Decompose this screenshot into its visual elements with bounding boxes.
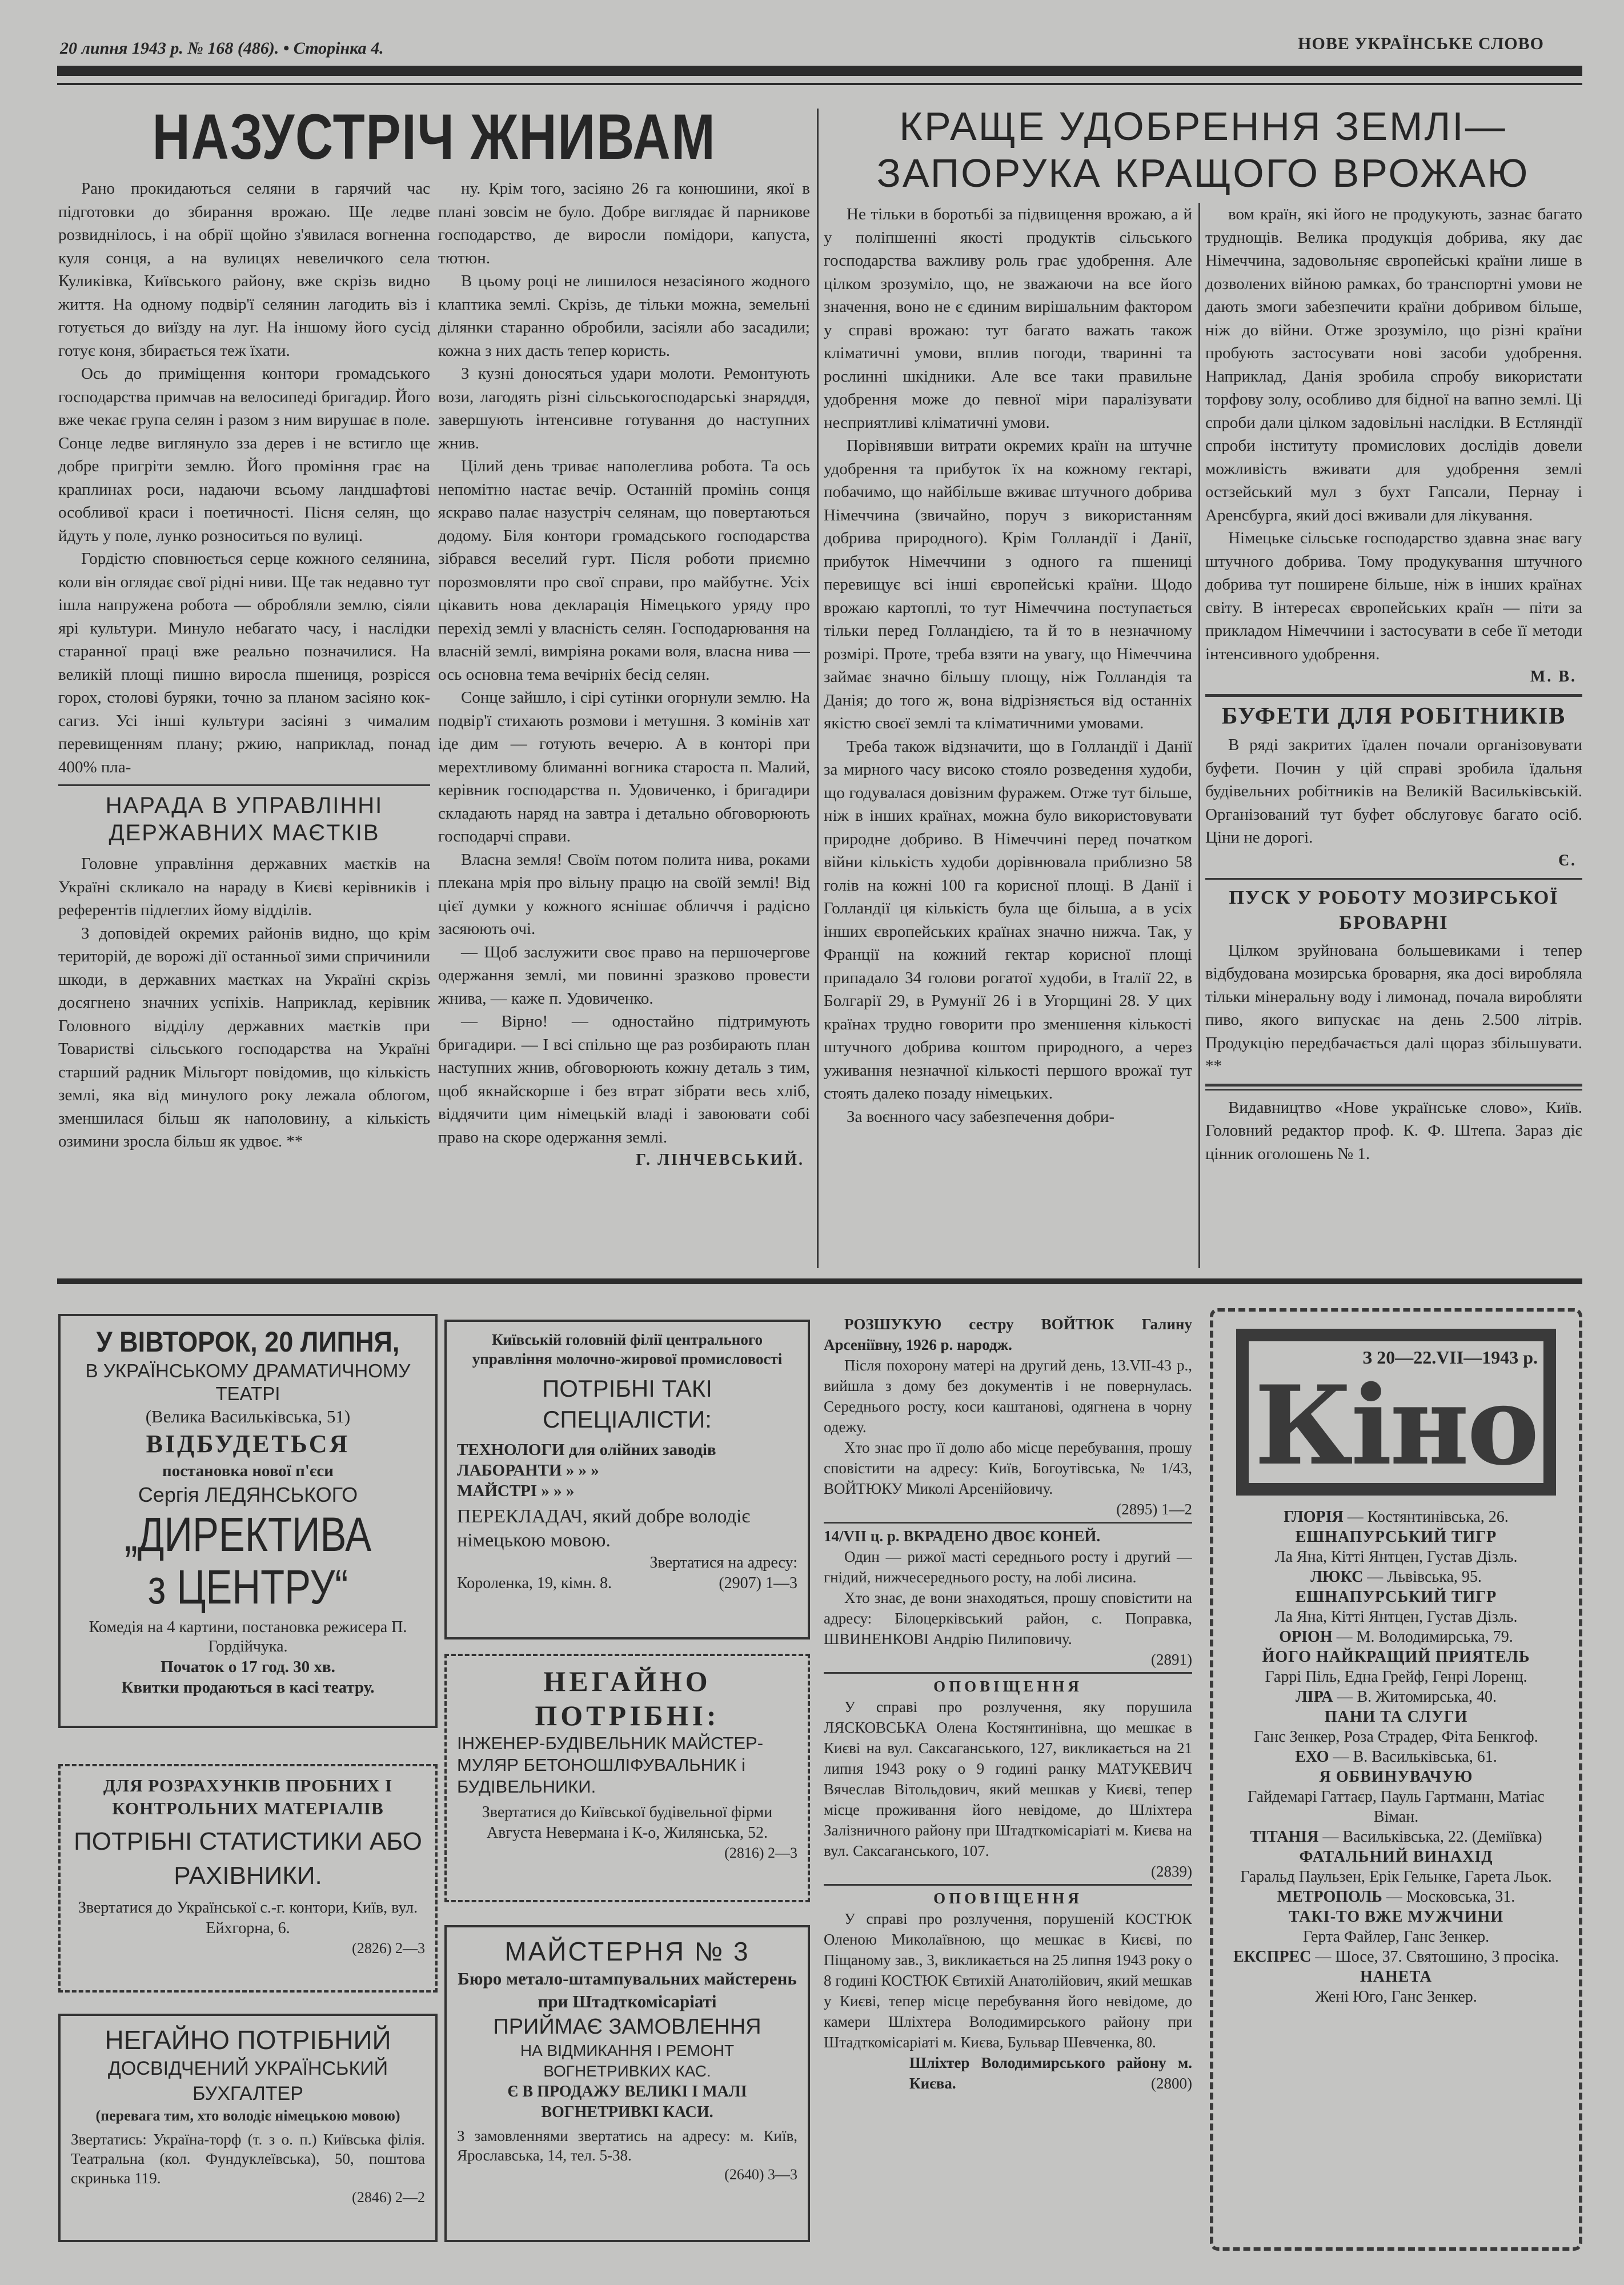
- ad-line: (Велика Васильківська, 51): [145, 1406, 351, 1426]
- ad-line: ТЕХНОЛОГИ для олійних заводів: [457, 1441, 716, 1459]
- paragraph: Рано прокидаються селяни в гарячий час підготовки до збирання врожаю. Ще ледве розвиднілось, і на обрії щойно з'явилася вогненна куля сонця, а на вулицях невеличкого села Куликівка, Київського району, вже скрізь видно життя. На одному подвір'ї селянин лагодить віз і готується до виїзду на луг. На іншому його сусід готує коня, збирається теж їхати.: [58, 179, 430, 360]
- ad-line: ІНЖЕНЕР-БУДІВЕЛЬНИК МАЙСТЕР-МУЛЯР БЕТОНОШЛІФУВАЛЬНИК і БУДІВЕЛЬНИКИ.: [457, 1733, 764, 1797]
- notice-heading: 14/VII ц. р. ВКРАДЕНО ДВОЄ КОНЕЙ.: [824, 1528, 1101, 1545]
- cinema-address: — Костянтинівська, 26.: [1347, 1508, 1509, 1526]
- paragraph: Цілий день триває наполеглива робота. Та ось непомітно настає вечір. Останній промінь сонця яскраво палає назустріч селянам, що повертаються додому. Біля контори громадського господарства зібрався веселий гурт. Після роботи приємно порозмовляти про свої справи, про майбутнє. Усіх цікавить нова декларація Німецького уряду про перехід землі у власність селян. Господарювання на власній землі, вимріяна роками воля, власна нива — ось основна тема вечірніх бесід селян.: [438, 457, 810, 684]
- signature: Г. ЛІНЧЕВСЬКИЙ.: [636, 1151, 804, 1169]
- ad-line: Звертатися до Української с.-г. контори, Київ, вул. Ейхгорна, 6.: [78, 1899, 418, 1937]
- cinema-address: — Львівська, 95.: [1367, 1568, 1482, 1586]
- notice-heading: ОПОВІЩЕННЯ: [933, 1678, 1082, 1695]
- play-title: „ДИРЕКТИВА: [124, 1508, 372, 1561]
- paragraph: Хто знає, де вони знаходяться, прошу сповістити на адресу: Білоцерківський район, с. Поправка, ШВИНЕНКОВІ Андрію Пилиповичу.: [824, 1589, 1192, 1647]
- paragraph: Гордістю сповнюється серце кожного селянина, коли він оглядає свої рідні ниви. Ще так недавно тут ішла напружена робота — обробляли землю, сіяли ярі культури. Минуло небагато часу, і наслідки старанної праці вже реально позначилися. На великій площі пишно виросла пшениця, розрісся горох, столові буряки, точно за планом засіяно кок-сагиз. Усі інші культури засіяні з чималим перевищенням плану; ржию, наприклад, понад 400% пла-: [58, 550, 430, 776]
- cinema-entry: [1227, 1627, 1565, 1687]
- ad-heading: ПОТРІБНІ СТАТИСТИКИ АБО РАХІВНИКИ.: [74, 1827, 422, 1890]
- ad-heading: НЕГАЙНО ПОТРІБНИЙ: [105, 2025, 391, 2055]
- paragraph: Треба також відзначити, що в Голландії і Данії за мирного часу високо стояло розведення худоби, що годувалася довізним фуражем. Отже тут більше, ніж в інших країнах, можна було використовувати природне добриво. В Німеччині перед початком війни кількість худоби дорівнювала приблизно 58 голів на кожні 100 га корисної площі. В Данії і Голландії ця кількість була ще більша, а в усіх інших європейських країнах значно нижча. Так, у Франції на кожний гектар корисної площі припадало 34 голови рогатої худоби, в Італії 22, в Болгарії 29, в Румунії 26 і в Угорщині 28. У цих країнах трудно говорити про зменшення кількості штучного добрива коштом природного, а через уживання незначної кількості першого врожаї тут стоять далеко позаду німецьких.: [824, 737, 1192, 1103]
- article-column: [438, 177, 810, 1268]
- ad-line: Сергія ЛЕДЯНСЬКОГО: [138, 1483, 358, 1506]
- film-cast: Жені Юго, Ганс Зенкер.: [1315, 1988, 1477, 2006]
- film-title: ЕШНАПУРСЬКИЙ ТИГР: [1295, 1528, 1497, 1546]
- ad-code: (2895) 1—2: [1116, 1501, 1192, 1518]
- paragraph: З кузні доносяться удари молоти. Ремонтують вози, лагодять різні сільськогосподарські знаряддя, завершують інтенсивне готування до наступних жнив.: [438, 364, 810, 452]
- film-cast: Герта Файлер, Ганс Зенкер.: [1302, 1928, 1490, 1946]
- film-title: ПАНИ ТА СЛУГИ: [1324, 1708, 1468, 1726]
- paragraph: Ось до приміщення контори громадського господарства примчав на велосипеді бригадир. Його вже чекає група селян і разом з ним вирушає в поле. Сонце ледве виглянуло зза дерев і не встигло ще добре пригріти землю. Його проміння грає на краплинах роси, надаючи всьому ландшафтові особливої краси і поетичності. Пісня селян, що йдуть у поле, лунко розноситься по вулиці.: [58, 364, 430, 545]
- ad-line: Короленка, 19, кімн. 8.: [457, 1574, 612, 1592]
- kino-logo-text: Кіно: [1254, 1362, 1537, 1489]
- paragraph: Власна земля! Своїм потом полита нива, роками плекана мрія про вільну працю на своїй землі! Від цієї думки у кожного яснішає обличчя і радісно засяюють очі.: [438, 850, 810, 938]
- ad-line: ДОСВІДЧЕНИЙ УКРАЇНСЬКИЙ БУХГАЛТЕР: [107, 2058, 388, 2104]
- paragraph: вом країн, які його не продукують, зазнає багато труднощів. Велика продукція добрива, яку дає Німеччина, задовольняє європейські країни лише в дозволених війною рамках, бо транспортні умови не дають змоги забезпечити країни добривом більше, ніж до війни. Отже зрозуміло, що різні країни пробують застосувати нові засоби удобрення. Наприклад, Данія зробила спробу використати торфову золу, особливо для бідної на вапно землі. Ці спроби дали цілком задовільні наслідки. В Естляндії спроби інституту промислових дослідів довели можливість вживати для удобрення землі остзейський мул з бухт Гапсали, Пернау і Аренсбурга, який досі вживали для лікування.: [1205, 205, 1582, 524]
- ad-line: МАЙСТРІ » » »: [457, 1482, 575, 1500]
- accountant-ad: [58, 2014, 438, 2242]
- issue-date-line: 20 липня 1943 р. № 168 (486). • Сторінка 4.: [60, 39, 384, 58]
- divider: [1205, 1084, 1582, 1087]
- kino-logo: [1236, 1329, 1556, 1496]
- cinema-entry: [1227, 1567, 1565, 1627]
- cinema-name: ЕКСПРЕС: [1233, 1948, 1312, 1966]
- article-column: [1205, 203, 1582, 1268]
- ad-code: (2846) 2—2: [352, 2189, 425, 2206]
- title-line: КРАЩЕ УДОБРЕННЯ ЗЕМЛІ—: [899, 104, 1507, 149]
- title-line: БРОВАРНІ: [1339, 912, 1449, 933]
- ad-line: ДЛЯ РОЗРАХУНКІВ ПРОБНИХ І КОНТРОЛЬНИХ МАТЕРІАЛІВ: [103, 1775, 393, 1818]
- cinema-entry: [1227, 1887, 1565, 1947]
- title-line: ЗАПОРУКА КРАЩОГО ВРОЖАЮ: [876, 151, 1530, 195]
- ad-code: (2800): [1151, 2075, 1192, 2092]
- ad-line: Комедія на 4 картини, постановка режисера П. Гордійчука.: [89, 1618, 407, 1655]
- film-cast: Гайдемарі Гаттаєр, Пауль Гартманн, Матіас Віман.: [1248, 1788, 1545, 1826]
- film-title: ЕШНАПУРСЬКИЙ ТИГР: [1295, 1588, 1497, 1606]
- publisher-info: Видавництво «Нове українське слово», Київ. Головний редактор проф. К. Ф. Штепа. Зараз діє цінник оголошень № 1.: [1205, 1098, 1582, 1163]
- ad-line: Квитки продаються в касі театру.: [121, 1678, 375, 1697]
- listing-dates: З 20—22.VII—1943 р.: [1362, 1347, 1538, 1368]
- paragraph: Головне управління державних маєтків на Україні скликало на нараду в Києві керівників і референтів підлеглих йому відділів.: [58, 855, 430, 919]
- divider: [58, 784, 430, 786]
- cinema-name: МЕТРОПОЛЬ: [1277, 1888, 1382, 1906]
- paragraph: Один — рижої масті середнього росту і другий — гнідий, нижчесереднього росту, на лобі лисина.: [824, 1548, 1192, 1586]
- article-column: [58, 177, 430, 1268]
- play-title: з ЦЕНТРУ“: [147, 1560, 348, 1614]
- cinema-entry: [1227, 1947, 1565, 2007]
- divider: [824, 1884, 1192, 1886]
- film-cast: Ла Яна, Кітті Янтцен, Густав Дізль.: [1274, 1548, 1518, 1566]
- ad-heading: У ВІВТОРОК, 20 ЛИПНЯ,: [96, 1326, 400, 1358]
- notice-heading: ОПОВІЩЕННЯ: [933, 1890, 1082, 1907]
- ad-line: постановка нової п'єси: [162, 1462, 334, 1480]
- ad-line: Звертатися на адресу:: [649, 1554, 797, 1572]
- ad-line: ПРИЙМАЄ ЗАМОВЛЕННЯ: [493, 2015, 761, 2039]
- ad-line: Київській головній філії центрального управління молочно-жирової промисловості: [472, 1331, 783, 1368]
- ad-line: Звертатися до Київської будівельної фірми Августа Невермана і К-о, Жилянська, 52.: [482, 1803, 773, 1842]
- cinema-entry: [1227, 1687, 1565, 1747]
- paragraph: У справі про розлучення, порушеній КОСТЮК Оленою Миколаївною, що мешкає в Києві, по Піщаному зав., 3, викликається на 25 липня 1943 року о 8 годині КОСТЮК Євтихій Анатолійович, який мешкав у Києві, тепер місце перебування його невідоме, до камери Шліхтера Володимирського району при Штадткомісаріаті м. Києва, Бульвар Шевченка, 80.: [824, 1910, 1192, 2051]
- film-title: Я ОБВИНУВАЧУЮ: [1319, 1768, 1473, 1786]
- divider: [1205, 694, 1582, 697]
- film-cast: Гаррі Піль, Една Грейф, Генрі Лоренц.: [1265, 1668, 1527, 1686]
- title-line: ПУСК У РОБОТУ МОЗИРСЬКОЇ: [1229, 887, 1559, 908]
- film-cast: Ла Яна, Кітті Янтцен, Густав Дізль.: [1274, 1608, 1518, 1626]
- paragraph: Не тільки в боротьбі за підвищення врожаю, а й у поліпшенні якості продуктів сільського господарства важливу роль грає удобрення. Але цілком зрозуміло, що, не зважаючи на все його значення, воно не є єдиним вирішальним фактором у справі врожаю: тут багато важать також кліматичні умови, вплив погоди, тваринні та рослинні шкідники. Але все таки правильне удобрення може до певної міри паралізувати несприятливі кліматичні умови.: [824, 205, 1192, 432]
- article-column: [824, 203, 1192, 1268]
- paragraph: В цьому році не лишилося незасіяного жодного клаптика землі. Скрізь, де тільки можна, земельні ділянки старанно обробили, засіяли або засадили; кожна з них дасть тепер користь.: [438, 272, 810, 360]
- ad-code: (2907) 1—3: [719, 1574, 797, 1592]
- ad-code: (2816) 2—3: [724, 1845, 797, 1861]
- cinema-name: ОРІОН: [1279, 1628, 1333, 1646]
- paragraph: З доповідей окремих районів видно, що крім територій, де ворожі дії останньої зими спричинили шкоди, в державних маєтках на Україні скрізь досягнено значних успіхів. Наприклад, керівник Головного відділу державних маєтків при Товаристві сільського господарства на Україні старший радник Мільгорт повідомив, що кількість землі, яка від минулого року лежала облогом, зменшилася більш як наполовину, а кількість озимини зросла більш як удвоє. **: [58, 924, 430, 1150]
- cinema-name: ГЛОРІЯ: [1284, 1508, 1344, 1526]
- ad-line: ПЕРЕКЛАДАЧ, який добре володіє німецькою мовою.: [457, 1506, 750, 1551]
- paragraph: Німецьке сільське господарство здавна знає вагу штучного добрива. Тому продукування штучного добрива тут поширене більше, ніж в інших країнах світу. В інтересах європейських країн — піти за прикладом Німеччини і застосувати в себе її методи інтенсивного удобрення.: [1205, 529, 1582, 663]
- cinema-address: — В. Житомирська, 40.: [1337, 1688, 1497, 1706]
- paragraph: В ряді закритих їдален почали організовувати буфети. Почин у цій справі зробила їдальня будівельних робітників на Великій Васильківській. Організований тут буфет обслуговує багато осіб. Ціни не дорогі.: [1205, 736, 1582, 847]
- cinema-name: ЛЮКС: [1310, 1568, 1364, 1586]
- film-cast: Гаральд Паульзен, Ерік Гельнке, Гарета Льок.: [1240, 1868, 1552, 1886]
- workshop-ad: [444, 1925, 810, 2242]
- notice-signer: Шліхтер Володимирського району м. Києва.: [909, 2054, 1192, 2092]
- cinema-entry: [1227, 1747, 1565, 1827]
- cinema-address: — Васильківська, 22. (Деміївка): [1322, 1828, 1542, 1846]
- cinema-address: — Шосе, 37. Святошино, 3 просіка.: [1315, 1948, 1559, 1966]
- paragraph: Порівнявши витрати окремих країн на штучне удобрення та прибуток їх на кожному гектарі, побачимо, що найбільше вживає штучного добрива Німеччина (звичайно, поруч з використанням добрива природного). Крім Голландії і Данії, прибуток Німеччини з одного га пшениці перевищує всі інші європейські країни. Щодо врожаю картоплі, то тут Німеччина поступається тільки перед Голландією, та й то в незначному розмірі. Проте, треба взяти на увагу, що Німеччина займає значно більшу площу, ніж Голландія та Данія; до того ж, вона відрізняється від останніх якістю своєї землі та кліматичними умовами.: [824, 436, 1192, 732]
- statistics-ad: [58, 1764, 438, 1993]
- ad-line: З замовленнями звертатись на адресу: м. Київ, Ярославська, 14, тел. 5-38.: [457, 2127, 797, 2164]
- column-rule: [1198, 203, 1200, 1268]
- ad-heading: ПОТРІБНІ ТАКІ СПЕЦІАЛІСТИ:: [542, 1375, 712, 1433]
- masthead-rule: [57, 66, 1582, 76]
- paragraph: — Вірно! — одностайно підтримують бригадири. — І всі спільно ще раз розбирають план наступних жнив, обговорюють кожну деталь з тим, щоб якнайскорше і без втрат зібрати весь хліб, віддячити цим німецькій владі і завоювати собі право на скоре одержання землі.: [438, 1012, 810, 1146]
- divider: [824, 1522, 1192, 1524]
- section-rule: [57, 1278, 1582, 1284]
- ad-line: Є В ПРОДАЖУ ВЕЛИКІ І МАЛІ ВОГНЕТРИВКІ КАСИ.: [507, 2083, 747, 2121]
- paragraph: ну. Крім того, засіяно 26 га конюшини, якої в плані зовсім не було. Добре виглядає й парникове господарство, де виросли помідори, капуста, тютюн.: [438, 179, 810, 267]
- paragraph: Цілком зруйнована большевиками і тепер відбудована мозирська броварня, яка досі виробляла тільки мінеральну воду і лимонад, почала виробляти пиво, якого випускає на день 2.500 літрів. Продукцію передбачається далі щораз збільшувати. **: [1205, 941, 1582, 1075]
- signature: М. В.: [1530, 668, 1577, 686]
- ad-line: Звертатись: Україна-торф (т. з о. п.) Київська філія. Театральна (кол. Фундуклеївська), 50, поштова скринька 119.: [71, 2131, 425, 2187]
- paragraph: Сонце зайшло, і сірі сутінки огорнули землю. На подвір'ї стихають розмови і метушня. З комінів хат іде дим — готують вечерю. А в конторі при мерехтливому блиманні вогника староста п. Малий, керівник господарства п. Удовиченко, і бригадири складають наряд на завтра і детально обговорюють господарчі справи.: [438, 688, 810, 845]
- film-cast: Ганс Зенкер, Роза Страдер, Фіта Бенкгоф.: [1254, 1728, 1538, 1746]
- cinema-entry: [1227, 1827, 1565, 1887]
- cinema-listings: [1210, 1308, 1582, 2251]
- theatre-ad: [58, 1314, 438, 1728]
- paragraph: — Щоб заслужити своє право на першочергове одержання землі, ми повинні зразково провести жнива, — каже п. Удовиченко.: [438, 943, 810, 1008]
- divider: [1205, 1089, 1582, 1091]
- paragraph: Після похорону матері на другий день, 13.VII-43 р., вийшла з дому без документів і не повернулась. Середнього росту, коси каштанові, одягнена в чорну одежу.: [824, 1357, 1192, 1436]
- newspaper-name: НОВЕ УКРАЇНСЬКЕ СЛОВО: [1298, 34, 1544, 53]
- film-title: НАНЕТА: [1360, 1968, 1432, 1986]
- column-rule: [817, 109, 819, 1268]
- ad-code: (2826) 2—3: [352, 1940, 425, 1957]
- paragraph: За воєнного часу забезпечення добри-: [847, 1107, 1115, 1126]
- masthead-thin-rule: [57, 83, 1582, 85]
- cinema-address: — М. Володимирська, 79.: [1336, 1628, 1513, 1646]
- cinema-entry: [1227, 1507, 1565, 1567]
- cinema-address: — В. Васильківська, 61.: [1333, 1748, 1497, 1766]
- notice-heading: РОЗШУКУЮ сестру ВОЙТЮК Галину Арсеніївну, 1926 р. народж.: [824, 1316, 1192, 1353]
- article-title: БУФЕТИ ДЛЯ РОБІТНИКІВ: [1221, 703, 1566, 729]
- ad-code: (2640) 3—3: [724, 2166, 797, 2183]
- divider: [824, 1672, 1192, 1674]
- signature: Є.: [1558, 851, 1577, 869]
- divider: [1205, 878, 1582, 880]
- ad-line: НА ВІДМИКАННЯ І РЕМОНТ ВОГНЕТРИВКИХ КАС.: [520, 2042, 735, 2080]
- article-title: [824, 103, 1582, 197]
- cinema-address: — Московська, 31.: [1386, 1888, 1515, 1906]
- film-title: ЙОГО НАЙКРАЩИЙ ПРИЯТЕЛЬ: [1262, 1648, 1530, 1666]
- article-title: [58, 792, 430, 847]
- notices-column: [824, 1314, 1192, 2251]
- ad-line: (перевага тим, хто володіє німецькою мовою): [95, 2107, 400, 2124]
- film-title: ФАТАЛЬНИЙ ВИНАХІД: [1299, 1848, 1493, 1866]
- ad-code: (2839): [1151, 1863, 1192, 1880]
- ad-heading: МАЙСТЕРНЯ № 3: [504, 1937, 750, 1966]
- article-title: НАЗУСТРІЧ ЖНИВАМ: [152, 101, 716, 173]
- ad-code: (2891): [1151, 1651, 1192, 1668]
- paragraph: У справі про розлучення, яку порушила ЛЯСКОВСЬКА Олена Костянтинівна, що мешкає в Києві на вул. Саксаганського, 127, викликається на 21 липня 1943 року о 9 годині ранку МАТУКЕВИЧ Вячеслав Вітольдович, який мешкав у Києві, тепер місце проживання його невідоме, до Шліхтера Залізничного району при Штадткомісаріаті м. Києва на вул. Саксаганського, 107.: [824, 1698, 1192, 1859]
- title-line: ДЕРЖАВНИХ МАЄТКІВ: [109, 820, 380, 845]
- article-title: [1205, 885, 1582, 936]
- dairy-ad: [444, 1320, 810, 1639]
- ad-line: Початок о 17 год. 30 хв.: [161, 1658, 335, 1676]
- ad-line: ВІДБУДЕТЬСЯ: [146, 1430, 350, 1458]
- title-line: НАРАДА В УПРАВЛІННІ: [105, 793, 383, 818]
- film-title: ТАКІ-ТО ВЖЕ МУЖЧИНИ: [1289, 1908, 1503, 1926]
- cinema-name: ЕХО: [1295, 1748, 1329, 1766]
- builders-ad: [444, 1654, 810, 1902]
- ad-line: В УКРАЇНСЬКОМУ ДРАМАТИЧНОМУ ТЕАТРІ: [85, 1360, 411, 1404]
- ad-heading: НЕГАЙНО ПОТРІБНІ:: [535, 1665, 720, 1731]
- ad-line: ЛАБОРАНТИ » » »: [457, 1461, 599, 1480]
- paragraph: Хто знає про її долю або місце перебування, прошу сповістити на адресу: Київ, Богоутівська, № 1/43, ВОЙТЮКУ Миколі Арсенійовичу.: [824, 1439, 1192, 1497]
- ad-line: Бюро метало-штампувальних майстерень при Штадткомісаріаті: [458, 1969, 797, 2011]
- cinema-name: ЛІРА: [1295, 1688, 1333, 1706]
- cinema-name: ТІТАНІЯ: [1250, 1828, 1319, 1846]
